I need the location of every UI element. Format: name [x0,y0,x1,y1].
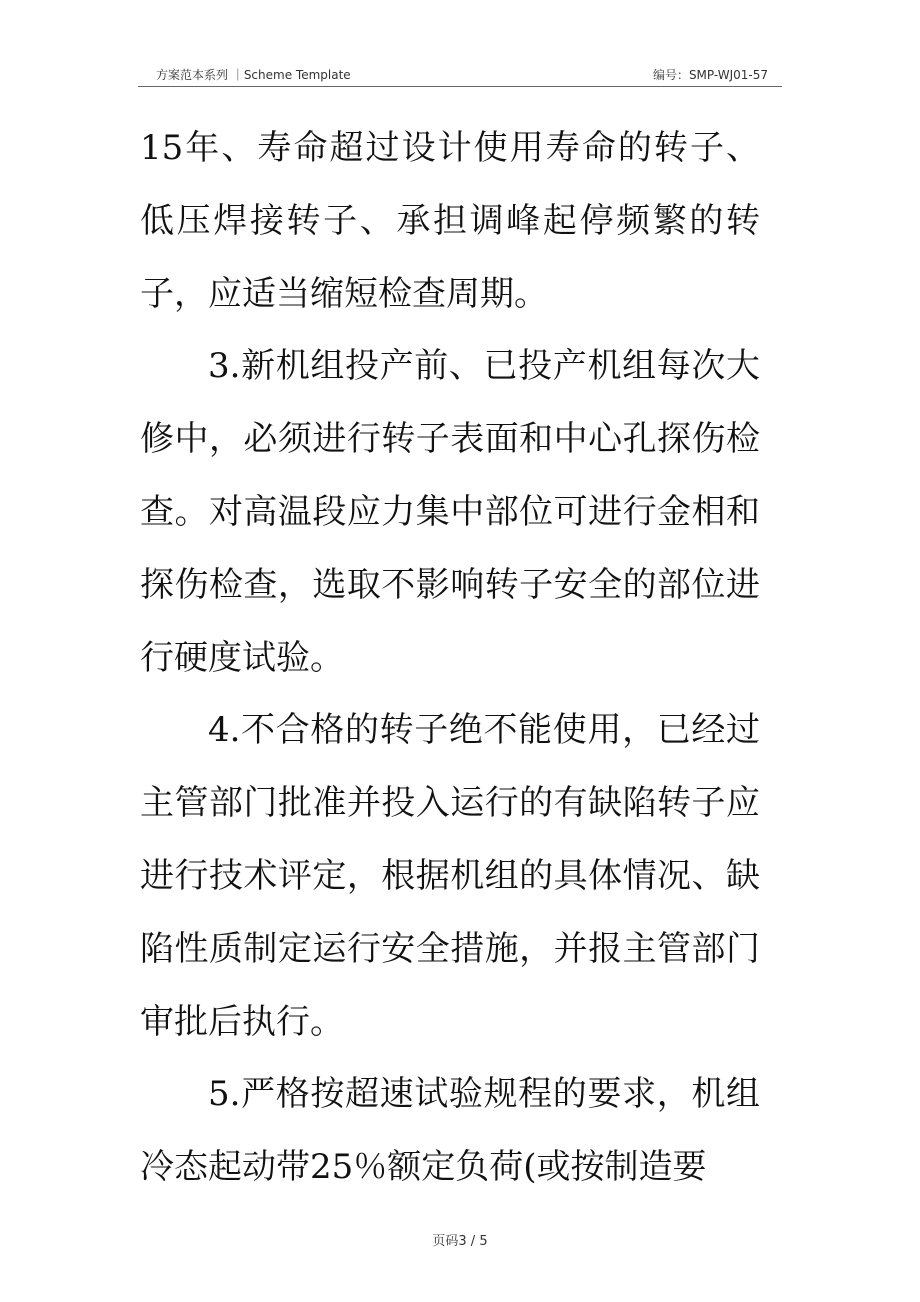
header-divider [138,86,782,87]
page-header [138,66,782,86]
paragraph-item-3: 3.新机组投产前、已投产机组每次大修中，必须进行转子表面和中心孔探伤检查。对高温段应力集中部位可进行金相和探伤检查，选取不影响转子安全的部位进行硬度试验。 [140,346,760,678]
document-body [140,112,760,1204]
header-series-title: 方案范本系列 ｜Scheme Template [156,68,351,82]
paragraph-item-5: 5.严格按超速试验规程的要求，机组冷态起动带25％额定负荷(或按制造要 [140,1074,760,1188]
paragraph-continuation: 15年、寿命超过设计使用寿命的转子、低压焊接转子、承担调峰起停频繁的转子，应适当缩短检查周期。 [140,128,760,314]
header-document-number: 编号：SMP-WJ01-57 [652,68,768,82]
page-number-footer: 页码3 / 5 [432,1234,488,1249]
paragraph-item-4: 4.不合格的转子绝不能使用，已经过主管部门批准并投入运行的有缺陷转子应进行技术评定，根据机组的具体情况、缺陷性质制定运行安全措施，并报主管部门审批后执行。 [140,710,760,1042]
